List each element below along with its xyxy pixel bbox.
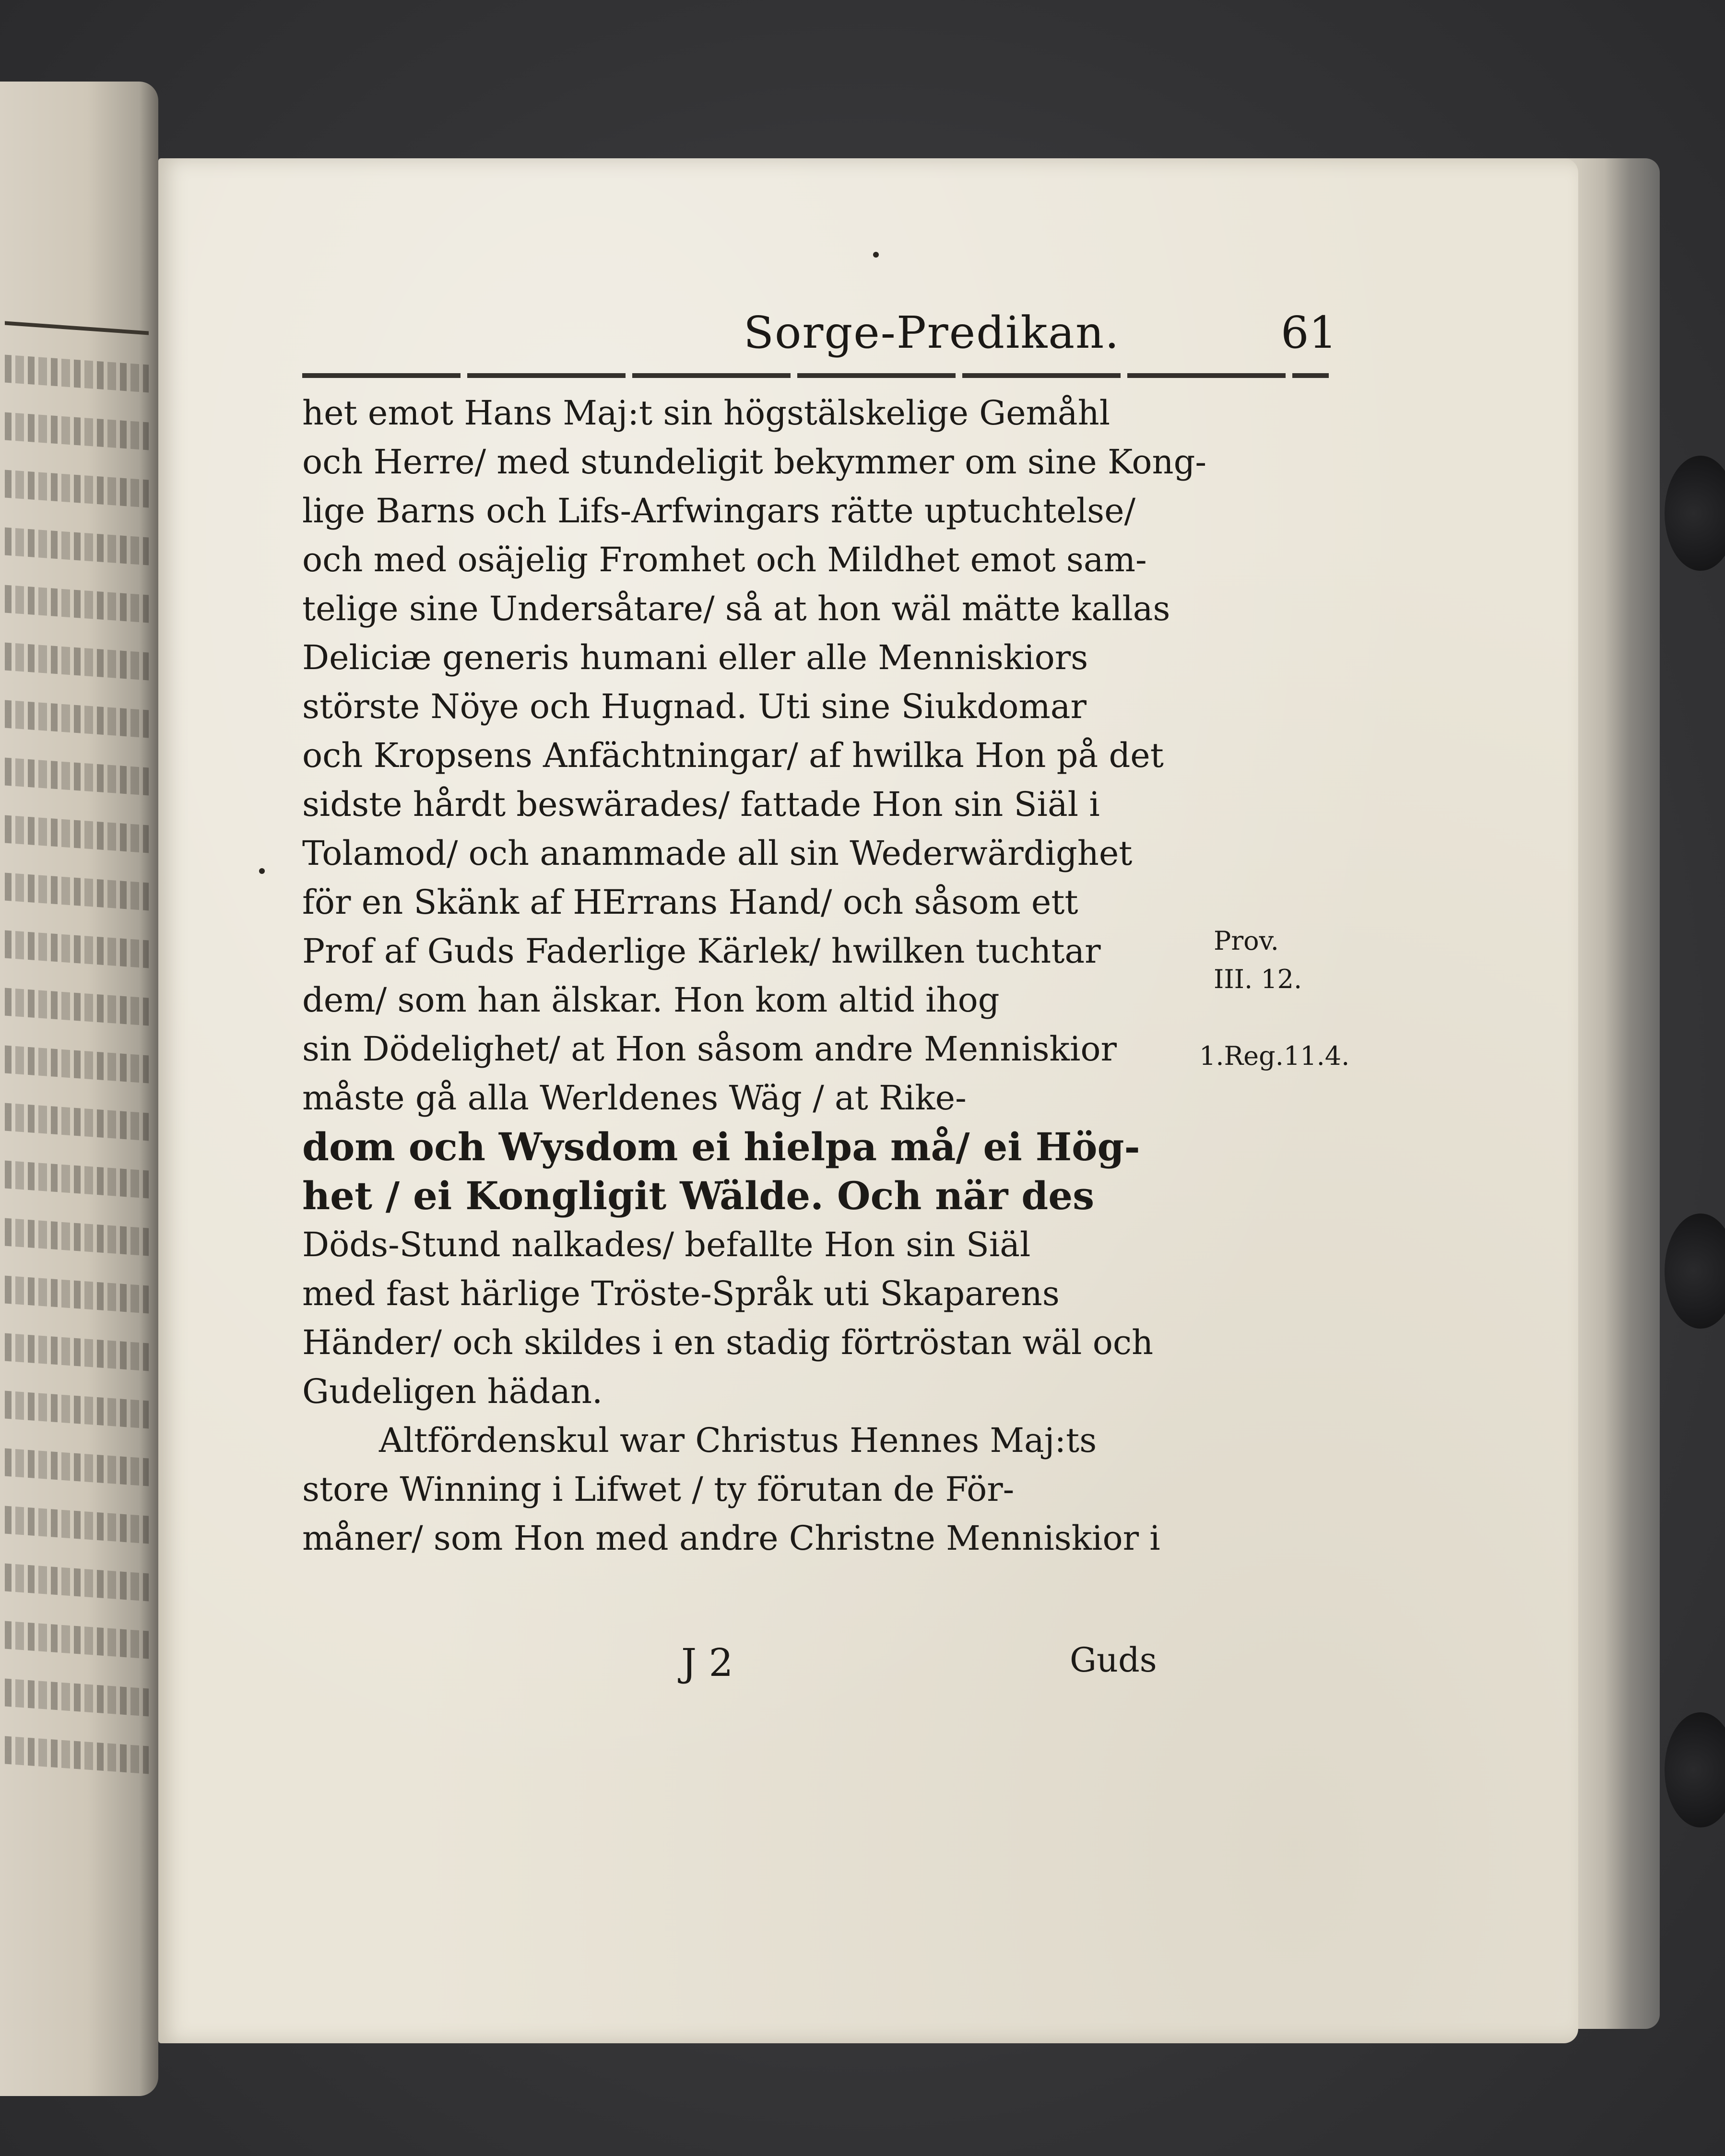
ink-speck: [873, 252, 879, 258]
text-line: Prof af Guds Faderlige Kärlek/ hwilken tuchtar: [302, 931, 1101, 971]
margin-note-reg: 1.Reg.11.4.: [1199, 1041, 1350, 1071]
left-page-text-line: [5, 1218, 149, 1256]
running-head-title: Sorge-Predikan.: [744, 307, 1120, 358]
text-line: store Winning i Lifwet / ty förutan de För-: [302, 1470, 1015, 1509]
text-line: störste Nöye och Hugnad. Uti sine Siukdomar: [302, 687, 1087, 726]
text-line: Altfördenskul war Christus Hennes Maj:ts: [379, 1421, 1097, 1460]
left-page-text-line: [5, 355, 149, 393]
margin-note-prov: Prov.: [1214, 926, 1279, 956]
text-line: telige sine Undersåtare/ så at hon wäl mätte kallas: [302, 589, 1170, 628]
text-line: Deliciæ generis humani eller alle Menniskiors: [302, 638, 1088, 677]
previous-page-edge: [0, 82, 158, 2096]
left-page-text-line: [5, 1449, 149, 1486]
text-line: och Kropsens Anfächtningar/ af hwilka Hon på det: [302, 736, 1164, 775]
text-line: het / ei Kongligit Wälde. Och när des: [302, 1173, 1095, 1218]
text-line: sidste hårdt beswärades/ fattade Hon sin Siäl i: [302, 785, 1100, 824]
text-line: och Herre/ med stundeligit bekymmer om sine Kong-: [302, 442, 1207, 482]
text-line: het emot Hans Maj:t sin högstälskelige Gemåhl: [302, 393, 1111, 433]
left-page-rule: [5, 321, 149, 335]
left-page-text-line: [5, 585, 149, 623]
text-line: dom och Wysdom ei hielpa må/ ei Hög-: [302, 1124, 1140, 1169]
left-page-text-line: [5, 758, 149, 796]
ink-speck: [259, 868, 265, 874]
text-line: Gudeligen hädan.: [302, 1372, 603, 1411]
left-page-text-line: [5, 1564, 149, 1602]
left-page-text-line: [5, 873, 149, 911]
left-page-text-line: [5, 528, 149, 566]
header-rule: [302, 373, 1329, 378]
left-page-text-line: [5, 412, 149, 450]
left-page-text-line: [5, 1736, 149, 1774]
book-page: [158, 158, 1578, 2043]
signature-mark: J 2: [681, 1640, 733, 1685]
left-page-text-line: [5, 1679, 149, 1717]
catchword: Guds: [1070, 1640, 1157, 1680]
left-page-text-line: [5, 1333, 149, 1371]
text-line: Döds-Stund nalkades/ befallte Hon sin Siäl: [302, 1225, 1031, 1264]
text-line: med fast härlige Tröste-Språk uti Skaparens: [302, 1274, 1060, 1313]
left-page-text-line: [5, 1161, 149, 1199]
text-line: Händer/ och skildes i en stadig förtröstan wäl och: [302, 1323, 1154, 1362]
text-line: sin Dödelighet/ at Hon såsom andre Menniskior: [302, 1029, 1117, 1069]
text-line: för en Skänk af HErrans Hand/ och såsom ett: [302, 883, 1078, 922]
running-header: [302, 297, 1337, 369]
left-page-text-line: [5, 1276, 149, 1314]
page-number: 61: [1281, 307, 1337, 358]
left-page-text-line: [5, 1046, 149, 1084]
text-line: Tolamod/ och anammade all sin Wederwärdighet: [302, 834, 1133, 873]
left-page-text-line: [5, 643, 149, 681]
body-text: [302, 389, 1338, 1563]
left-page-text-line: [5, 988, 149, 1026]
text-line: och med osäjelig Fromhet och Mildhet emot sam-: [302, 540, 1147, 579]
left-page-text-line: [5, 1621, 149, 1659]
text-line: måste gå alla Werldenes Wäg / at Rike-: [302, 1078, 967, 1118]
text-line: måner/ som Hon med andre Christne Menniskior i: [302, 1519, 1160, 1558]
text-line: dem/ som han älskar. Hon kom altid ihog: [302, 980, 1000, 1020]
text-line: lige Barns och Lifs-Arfwingars rätte uptuchtelse/: [302, 491, 1136, 530]
margin-note-prov-ref: III. 12.: [1214, 964, 1302, 994]
left-page-text-line: [5, 470, 149, 508]
left-page-text-line: [5, 1391, 149, 1429]
left-page-text-line: [5, 700, 149, 738]
left-page-text-line: [5, 1103, 149, 1141]
left-page-text-line: [5, 931, 149, 968]
left-page-text-line: [5, 1506, 149, 1544]
left-page-text-line: [5, 815, 149, 853]
